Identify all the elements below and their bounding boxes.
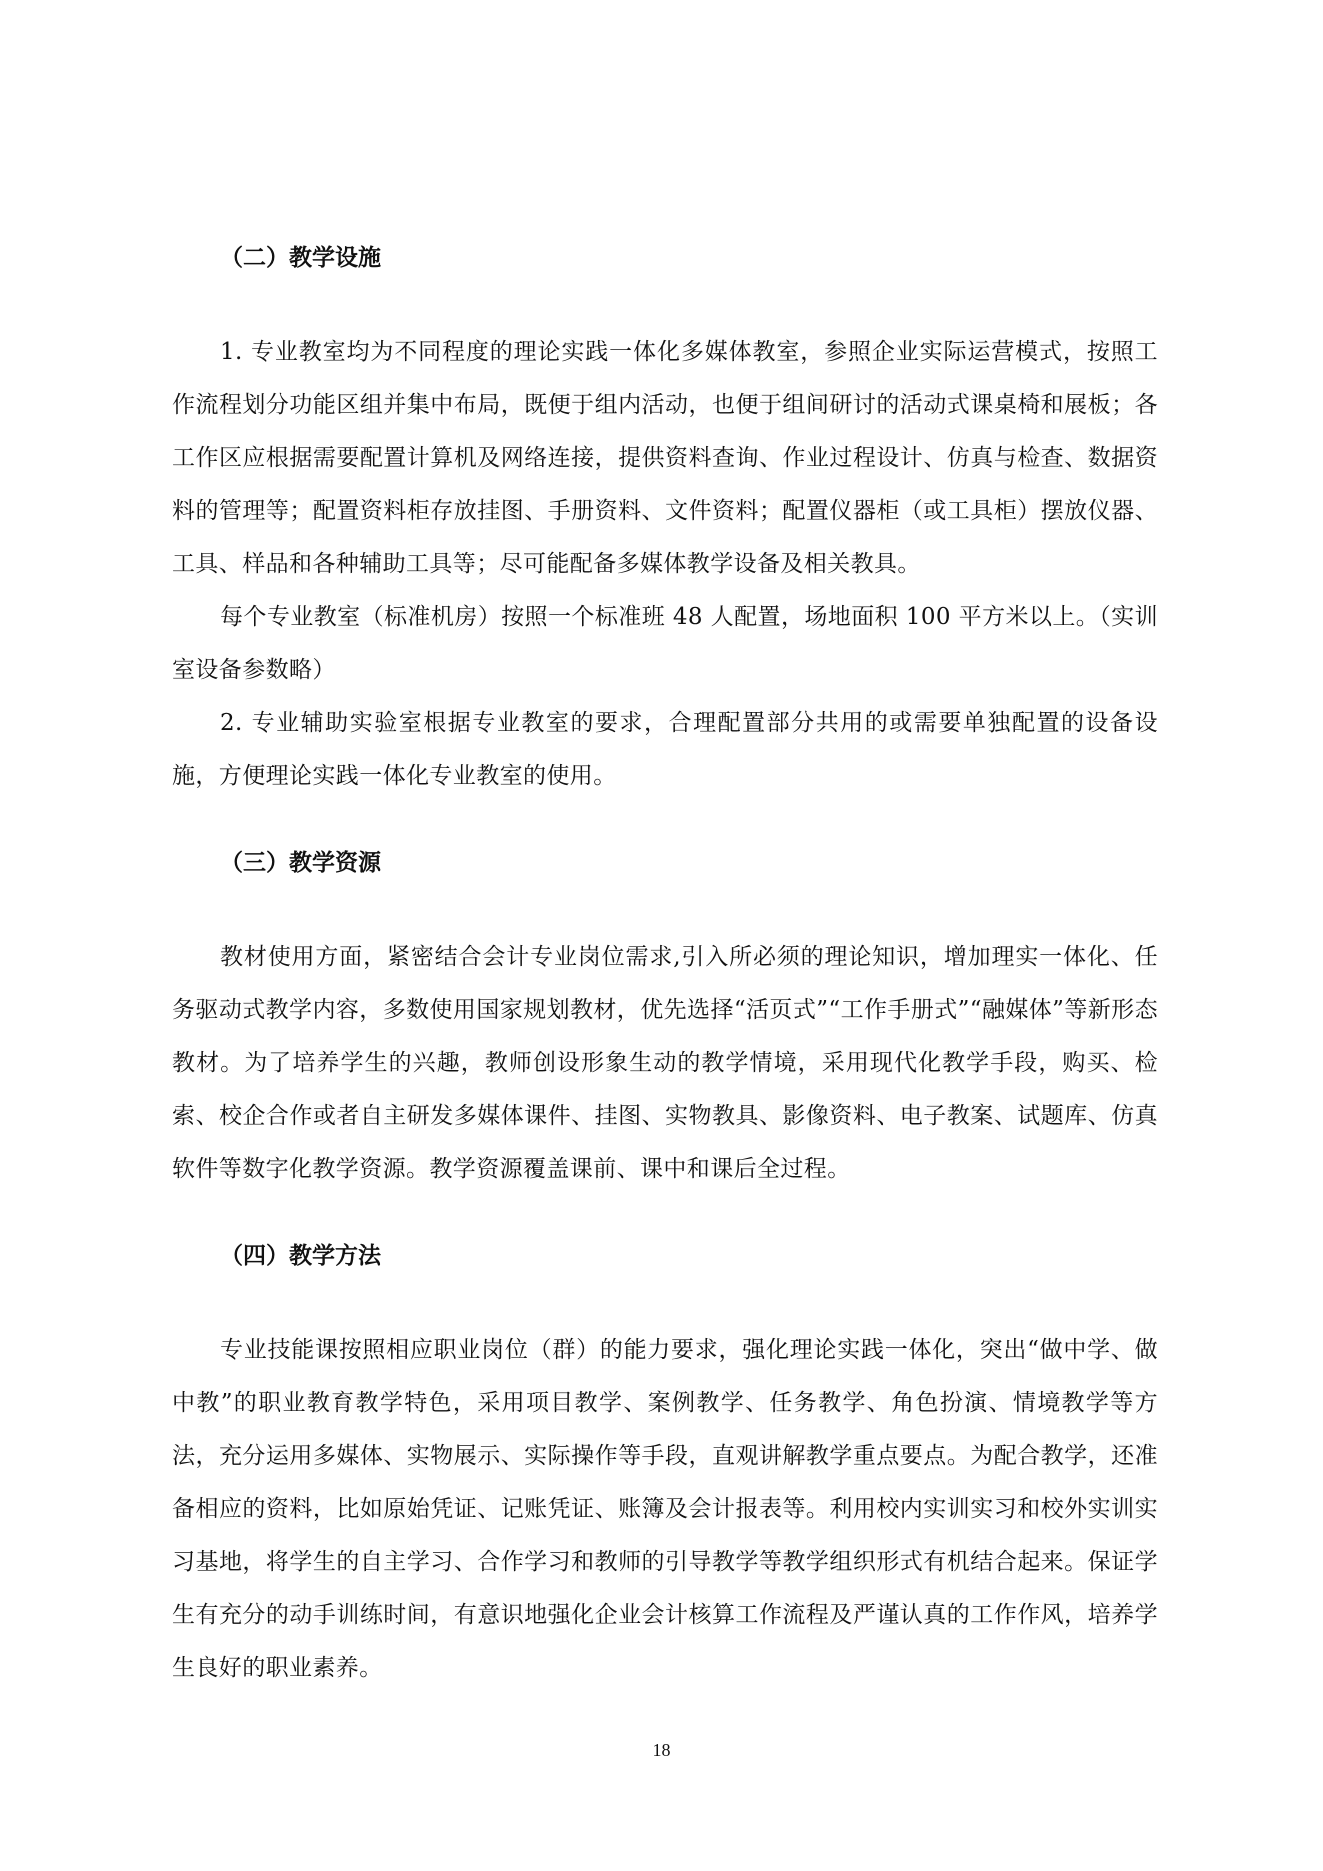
paragraph-resources-1: 教材使用方面，紧密结合会计专业岗位需求,引入所必须的理论知识，增加理实一体化、任务驱动式教学内容，多数使用国家规划教材，优先选择“活页式”“工作手册式”“融媒体”等新形态教材。为了培养学生的兴趣，教师创设形象生动的教学情境，采用现代化教学手段，购买、检索、校企合作或者自主研发多媒体课件、挂图、实物教具、影像资料、电子教案、试题库、仿真软件等数字化教学资源。教学资源覆盖课前、课中和课后全过程。 [172, 944, 1158, 1182]
section-heading-resources: （三）教学资源 [220, 849, 381, 876]
section-heading-methods: （四）教学方法 [220, 1242, 381, 1269]
paragraph-facilities-2: 每个专业教室（标准机房）按照一个标准班 48 人配置，场地面积 100 平方米以上。（实训室设备参数略） [172, 604, 1158, 683]
spacer [172, 278, 1158, 326]
paragraph-methods-1: 专业技能课按照相应职业岗位（群）的能力要求，强化理论实践一体化，突出“做中学、做中教”的职业教育教学特色，采用项目教学、案例教学、任务教学、角色扮演、情境教学等方法，充分运用多媒体、实物展示、实际操作等手段，直观讲解教学重点要点。为配合教学，还准备相应的资料，比如原始凭证、记账凭证、账簿及会计报表等。利用校内实训实习和校外实训实习基地，将学生的自主学习、合作学习和教师的引导教学等教学组织形式有机结合起来。保证学生有充分的动手训练时间，有意识地强化企业会计核算工作流程及严谨认真的工作作风，培养学生良好的职业素养。 [172, 1337, 1158, 1681]
spacer [172, 1276, 1158, 1324]
spacer [172, 883, 1158, 931]
spacer [172, 1196, 1158, 1236]
spacer [172, 803, 1158, 843]
section-heading-facilities: （二）教学设施 [220, 244, 381, 271]
paragraph-facilities-3: 2. 专业辅助实验室根据专业教室的要求，合理配置部分共用的或需要单独配置的设备设施，方便理论实践一体化专业教室的使用。 [172, 710, 1158, 789]
page-content [172, 238, 1158, 1695]
paragraph-facilities-1: 1. 专业教室均为不同程度的理论实践一体化多媒体教室，参照企业实际运营模式，按照工作流程划分功能区组并集中布局，既便于组内活动，也便于组间研讨的活动式课桌椅和展板；各工作区应根据需要配置计算机及网络连接，提供资料查询、作业过程设计、仿真与检查、数据资料的管理等；配置资料柜存放挂图、手册资料、文件资料；配置仪器柜（或工具柜）摆放仪器、工具、样品和各种辅助工具等；尽可能配备多媒体教学设备及相关教具。 [172, 339, 1158, 577]
page-number: 18 [652, 1740, 671, 1760]
